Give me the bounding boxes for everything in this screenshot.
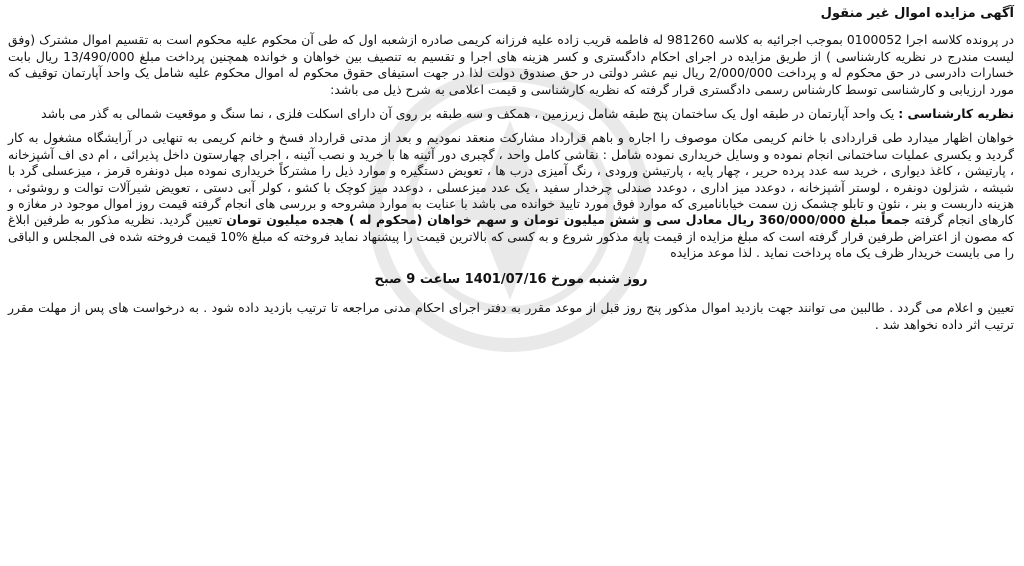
auction-time-suffix: صبح xyxy=(374,271,407,287)
expert-opinion-paragraph xyxy=(8,106,1014,122)
expert-opinion-label: نظریه کارشناسی : xyxy=(898,106,1014,122)
case-file-number: 981260 xyxy=(667,32,715,48)
total-label: جمعاً مبلغ xyxy=(845,212,911,228)
body-text-1: خواهان اظهار میدارد طی قراردادی با خانم کریمی مکان موصوف را اجاره و باهم قرارداد مشارکت منعقد نمودیم و بعد از مدتی قرارداد فسخ و خانم کریمی به تنهایی در آرایشگاه مشغول به کار گردید و یکسری عملیات ساختمانی انجام نموده و وسایل خریداری نموده شامل : نقاشی کامل واحد ، گچبری دور آئینه ها با خرید و نصب آئینه ، اجرای چهارستون داخل پذیرائی ، ام دی اف آشپزخانه ، پارتیشن ، کاغذ دیواری ، خرید سه عدد پرده حریر ، چهار پایه ، پارتیشن ورودی ، رنگ آمیزی درب ها ، تعویض دستگیره و موارد ذیل را مشترکاً خریداری نموده مبل دونفره قرمز ، میزعسلی گرد با شیشه ، شزلون دونفره ، لوستر آشپزخانه ، دوعدد میز اداری ، دوعدد صندلی چرخدار سفید ، یک عدد میزعسلی ، دوعدد میز کوچک با کشو ، کولر آبی دستی ، تعویض شیرآلات توالت و روشوئی ، هزینه داربست و بنر ، نئون و تابلو چشمک زن سمت خیابانامیری که موارد فوق مورد تایید خوانده می باشد با عنایت به موارد مشروحه و بررسی های انجام گرفته قیمت روز اموال موجود در مغازه و کارهای انجام گرفته xyxy=(8,130,1015,228)
intro-text-2: بموجب اجرائیه به کلاسه xyxy=(714,32,847,48)
intro-text-5: ریال نیم عشر دولتی در حق صندوق دولت لذا در جهت استیفای حقوق محکوم له اموال محکوم علیه شامل یک واحد آپارتمان توقیف که مورد ارزیابی و کارشناسی توسط کارشناس رسمی دادگستری قرار گرفته که نظریه کارشناسی و قیمت اعلامی به شرح ذیل می باشد: xyxy=(8,65,1014,97)
execution-case-number: 0100052 xyxy=(846,32,903,48)
auction-date-line xyxy=(8,272,1014,288)
intro-paragraph xyxy=(8,32,1014,98)
expert-opinion-text: یک واحد آپارتمان در طبقه اول یک ساختمان پنج طبقه شامل زیرزمین ، همکف و سه طبقه بر روی آن دارای اسکلت فلزی ، نما سنگ و موقعیت شمالی به گذر می باشد xyxy=(41,106,899,122)
closing-paragraph: تعیین و اعلام می گردد . طالبین می توانند جهت بازدید اموال مذکور پنج روز قبل از موعد مقرر به دفتر اجرای احکام مدنی مراجعه تا ترتیب بازدید داده شود . به درخواست های پس از مهلت مقرر ترتیب اثر داده نخواهد شد . xyxy=(8,300,1014,332)
notice-title: آگهی مزایده اموال غیر منقول xyxy=(820,6,1014,21)
deposit-percent: 10% xyxy=(220,228,248,244)
fee-amount: 2/000/000 xyxy=(709,65,773,81)
total-amount-words: ریال معادل سی و شش میلیون تومان و سهم خواهان (محکوم له ) هجده میلیون تومان xyxy=(226,212,759,228)
body-text-2: تعیین گردید. نظریه مذکور به طرفین ابلاغ که مصون از اعتراض طرفین قرار گرفته است که مبلغ مزایده از قیمت پایه مذکور شروع و به کسی که بالاترین قیمت را پیشنهاد نماید فروخته که مبلغ xyxy=(8,212,1014,244)
auction-date: 1401/07/16 xyxy=(464,271,547,287)
total-amount: 360/000/000 xyxy=(758,212,846,228)
auction-day-text: روز شنبه مورخ xyxy=(546,271,648,287)
body-text-3: قیمت فروخته شده فی المجلس و الباقی را می بایست خریدار ظرف یک ماه پرداخت نماید . لذا موعد مزایده xyxy=(8,228,1014,261)
auction-hour: 9 xyxy=(406,271,416,287)
auction-notice xyxy=(8,6,1014,562)
claim-details-paragraph xyxy=(8,130,1014,261)
intro-text-1: در پرونده کلاسه اجرا xyxy=(902,32,1015,48)
intro-text-4: ریال بابت خسارات دادرسی در حق محکوم له و پرداخت xyxy=(8,48,1014,81)
intro-text-3: له فاطمه قریب زاده علیه فرزانه کریمی صادره ازشعبه اول که طی آن محکوم علیه محکوم است به تقسیم اموال مشترک (وفق لیست مندرج در نظریه کارشناسی ) از طریق مزایده در اجرای احکام دادگستری و کسر هزینه های اجرا و تقسیم به تنصیف بین خواهان و خوانده همچنین پرداخت مبلغ xyxy=(8,32,1014,64)
auction-hour-label: ساعت xyxy=(415,271,465,287)
damages-amount: 13/490/000 xyxy=(63,48,135,64)
